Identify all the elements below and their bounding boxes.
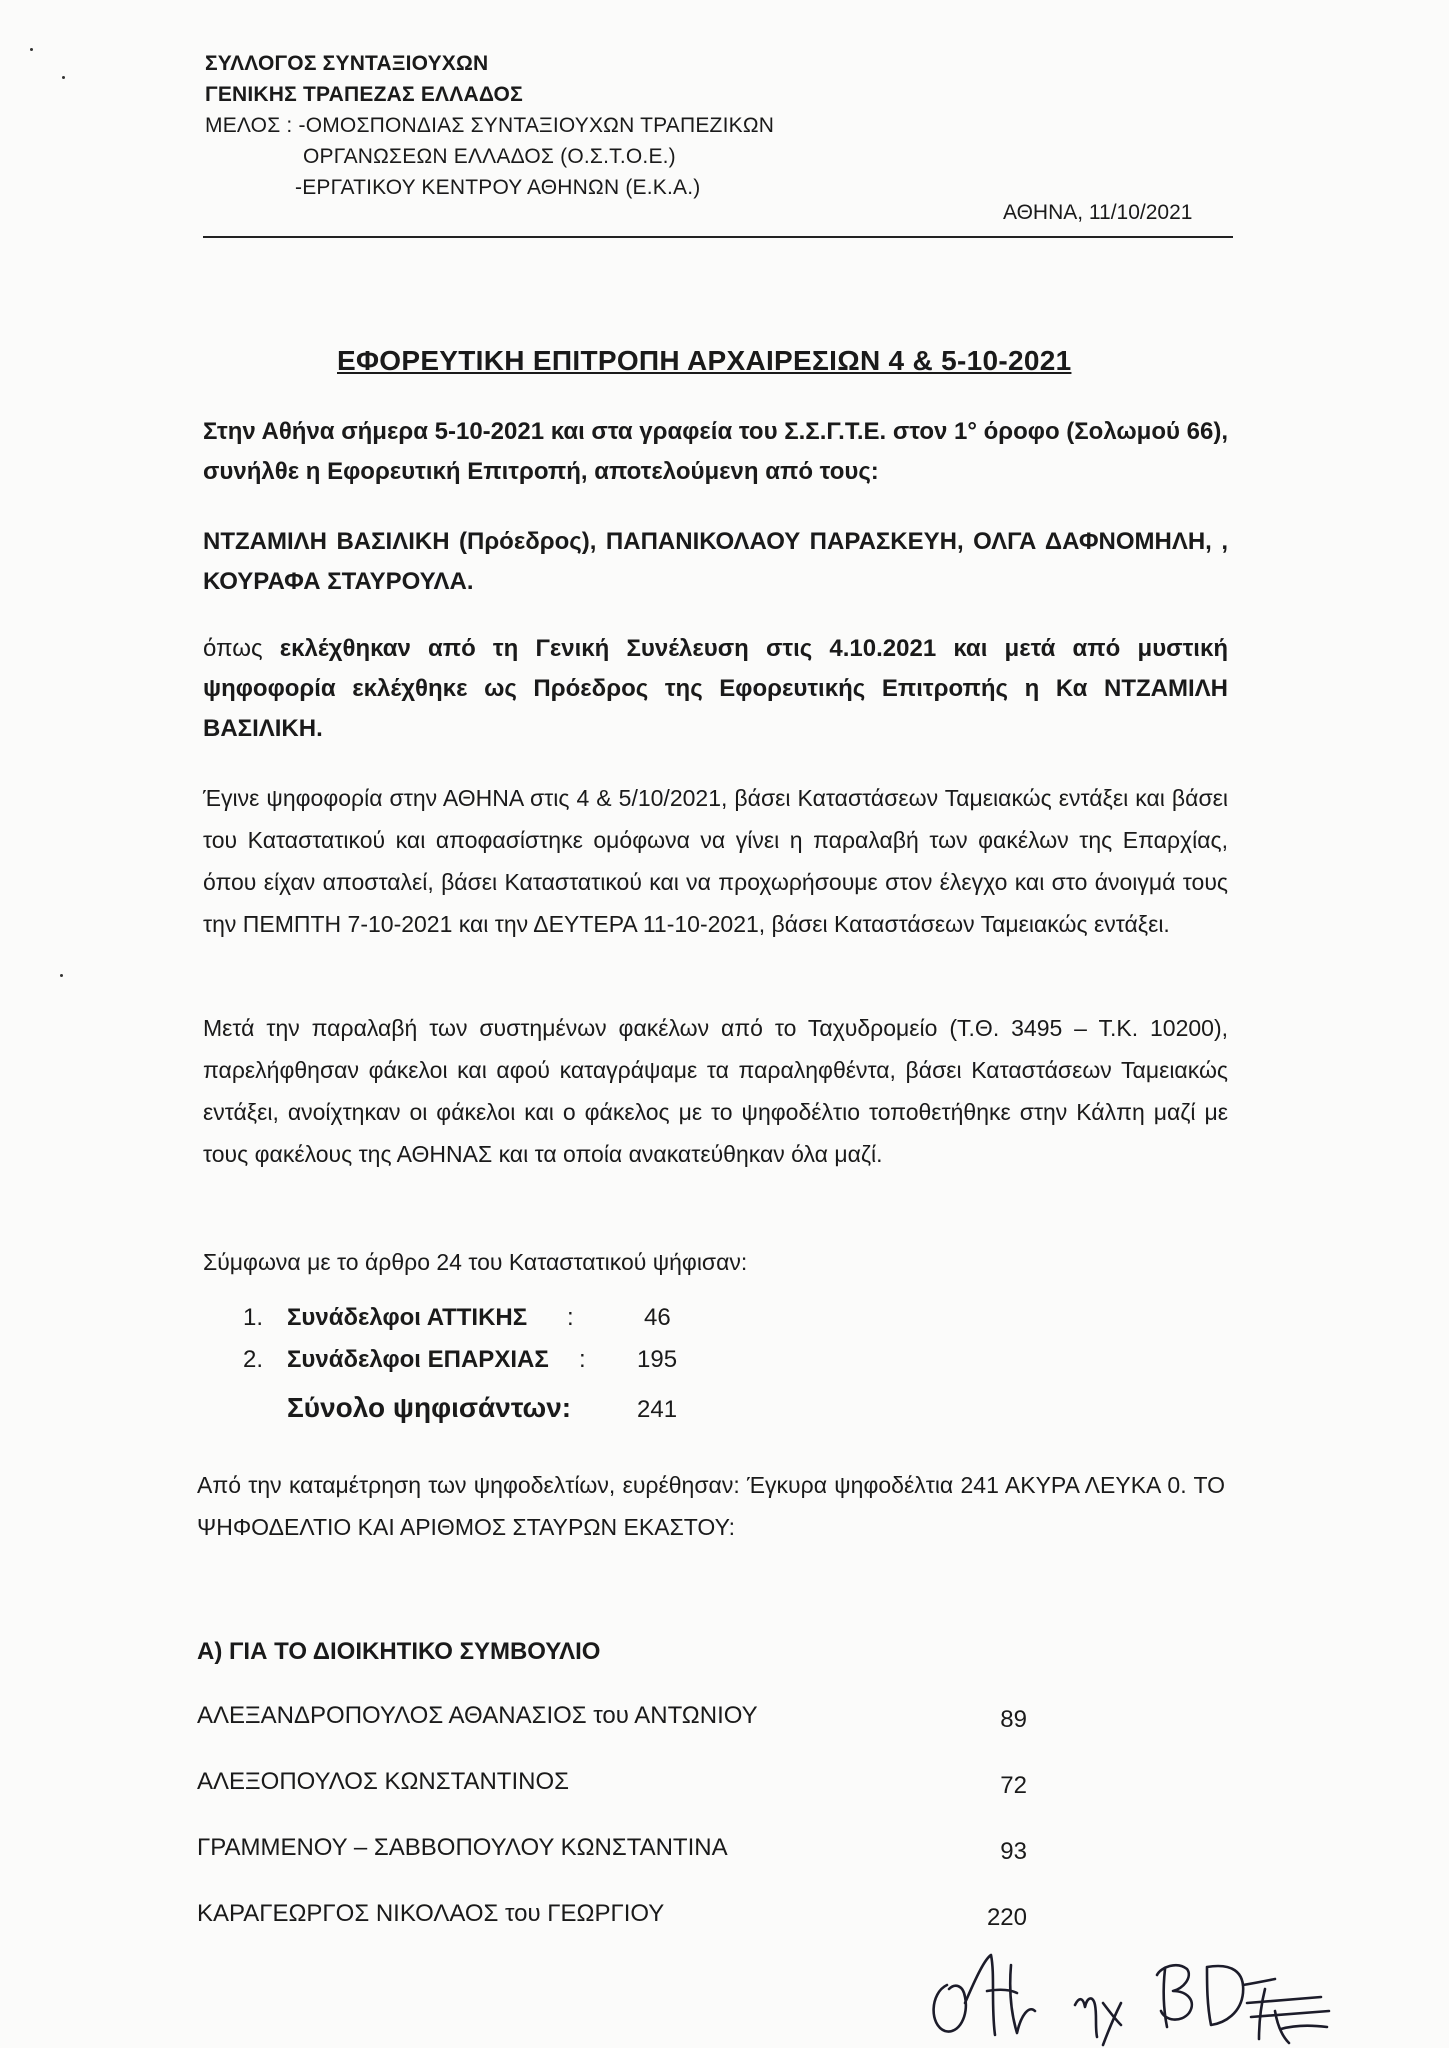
voters-label: Συνάδελφοι ΕΠΑΡΧΙΑΣ: [287, 1346, 549, 1373]
voters-separator: :: [567, 1304, 574, 1331]
section-board-title: Α) ΓΙΑ ΤΟ ΔΙΟΙΚΗΤΙΚΟ ΣΥΜΒΟΥΛΙΟ: [197, 1638, 601, 1665]
voters-count: 46: [644, 1304, 671, 1331]
candidate-row: [197, 1702, 1047, 1768]
candidate-votes: 93: [1000, 1838, 1027, 1865]
handwritten-signatures: [925, 1945, 1365, 2048]
list-number: 2.: [243, 1346, 264, 1373]
scan-speck: [62, 76, 65, 79]
scan-speck: [60, 974, 63, 977]
header-divider: [203, 236, 1233, 238]
paragraph-meeting: Στην Αθήνα σήμερα 5-10-2021 και στα γραφεία του Σ.Σ.Γ.Τ.Ε. στον 1° όροφο (Σολωμού 66), συνήλθε η Εφορευτική Επιτροπή, αποτελούμενη από τους:: [203, 418, 1228, 485]
membership-line2: ΟΡΓΑΝΩΣΕΩΝ ΕΛΛΑΔΟΣ (Ο.Σ.Τ.Ο.Ε.): [303, 145, 676, 168]
voters-count: 195: [637, 1346, 678, 1373]
candidate-name: ΓΡΑΜΜΕΝΟΥ – ΣΑΒΒΟΠΟΥΛΟΥ ΚΩΝΣΤΑΝΤΙΝΑ: [197, 1834, 728, 1861]
voters-separator: :: [579, 1346, 586, 1373]
candidate-row: [197, 1834, 1047, 1900]
scan-speck: [30, 48, 33, 51]
paragraph-ballot-count: Από την καταμέτρηση των ψηφοδελτίων, ευρέθησαν: Έγκυρα ψηφοδέλτια 241 ΑΚΥΡΑ ΛΕΥΚΑ 0. ΤΟ ΨΗΦΟΔΕΛΤΙΟ ΚΑΙ ΑΡΙΘΜΟΣ ΣΤΑΥΡΩΝ ΕΚΑΣΤΟΥ:: [197, 1472, 1225, 1540]
letterhead: [205, 48, 774, 203]
org-name-line2: ΓΕΝΙΚΗΣ ΤΡΑΠΕΖΑΣ ΕΛΛΑΔΟΣ: [205, 83, 523, 106]
voters-total-label: Σύνολο ψηφισάντων:: [287, 1392, 572, 1423]
candidate-name: ΚΑΡΑΓΕΩΡΓΟΣ ΝΙΚΟΛΑΟΣ του ΓΕΩΡΓΙΟΥ: [197, 1900, 665, 1927]
membership-line3: -ΕΡΓΑΤΙΚΟΥ ΚΕΝΤΡΟΥ ΑΘΗΝΩΝ (Ε.Κ.Α.): [295, 176, 701, 199]
candidate-name: ΑΛΕΞΟΠΟΥΛΟΣ ΚΩΝΣΤΑΝΤΙΝΟΣ: [197, 1768, 569, 1795]
candidate-row: [197, 1768, 1047, 1834]
voters-label: Συνάδελφοι ΑΤΤΙΚΗΣ: [287, 1304, 528, 1331]
membership-line1: ΜΕΛΟΣ : -ΟΜΟΣΠΟΝΔΙΑΣ ΣΥΝΤΑΞΙΟΥΧΩΝ ΤΡΑΠΕΖΙΚΩΝ: [205, 114, 775, 137]
candidate-votes: 72: [1000, 1772, 1027, 1799]
candidates-list: [197, 1702, 1047, 1966]
voters-total-count: 241: [637, 1396, 678, 1423]
document-title: ΕΦΟΡΕΥΤΙΚΗ ΕΠΙΤΡΟΠΗ ΑΡΧΑΙΡΕΣΙΩΝ 4 & 5-10-2021: [337, 345, 1072, 376]
candidate-votes: 89: [1000, 1706, 1027, 1733]
org-name-line1: ΣΥΛΛΟΓΟΣ ΣΥΝΤΑΞΙΟΥΧΩΝ: [205, 52, 489, 75]
paragraph-election-body: εκλέχθηκαν από τη Γενική Συνέλευση στις 4.10.2021 και μετά από μυστική ψηφοφορία εκλέχθηκε ως Πρόεδρος της Εφορευτικής Επιτροπής η Κα ΝΤΖΑΜΙΛΗ ΒΑΣΙΛΙΚΗ.: [203, 635, 1229, 742]
candidate-votes: 220: [986, 1904, 1027, 1931]
list-number: 1.: [243, 1304, 264, 1331]
paragraph-envelopes: Μετά την παραλαβή των συστημένων φακέλων από το Ταχυδρομείο (Τ.Θ. 3495 – Τ.Κ. 10200), παρελήφθησαν φάκελοι και αφού καταγράψαμε τα παραληφθέντα, βάσει Καταστάσεων Ταμειακώς εντάξει, ανοίχτηκαν οι φάκελοι και ο φάκελος με το ψηφοδέλτιο τοποθετήθηκε στην Κάλπη μαζί με τους φακέλους της ΑΘΗΝΑΣ και τα οποία ανακατεύθηκαν όλα μαζί.: [203, 1015, 1228, 1167]
paragraph-article-24: Σύμφωνα με το άρθρο 24 του Καταστατικού ψήφισαν:: [203, 1249, 748, 1275]
paragraph-election-lead: όπως: [203, 635, 280, 662]
paragraph-election: [203, 629, 1228, 749]
document-date: ΑΘΗΝΑ, 11/10/2021: [1003, 201, 1193, 224]
candidate-name: ΑΛΕΞΑΝΔΡΟΠΟΥΛΟΣ ΑΘΑΝΑΣΙΟΣ του ΑΝΤΩΝΙΟΥ: [197, 1702, 758, 1729]
paragraph-voting-process: Έγινε ψηφοφορία στην ΑΘΗΝΑ στις 4 & 5/10/2021, βάσει Καταστάσεων Ταμειακώς εντάξει και βάσει του Καταστατικού και αποφασίστηκε ομόφωνα να γίνει η παραλαβή των φακέλων της Επαρχίας, όπου είχαν αποσταλεί, βάσει Καταστατικού και να προχωρήσουμε στον έλεγχο και στο άνοιγμά τους την ΠΕΜΠΤΗ 7-10-2021 και την ΔΕΥΤΕΡΑ 11-10-2021, βάσει Καταστάσεων Ταμειακώς εντάξει.: [203, 785, 1228, 937]
paragraph-committee-members: ΝΤΖΑΜΙΛΗ ΒΑΣΙΛΙΚΗ (Πρόεδρος), ΠΑΠΑΝΙΚΟΛΑΟΥ ΠΑΡΑΣΚΕΥΗ, ΟΛΓΑ ΔΑΦΝΟΜΗΛΗ, , ΚΟΥΡΑΦΑ ΣΤΑΥΡΟΥΛΑ.: [203, 528, 1228, 595]
candidate-row: [197, 1900, 1047, 1966]
